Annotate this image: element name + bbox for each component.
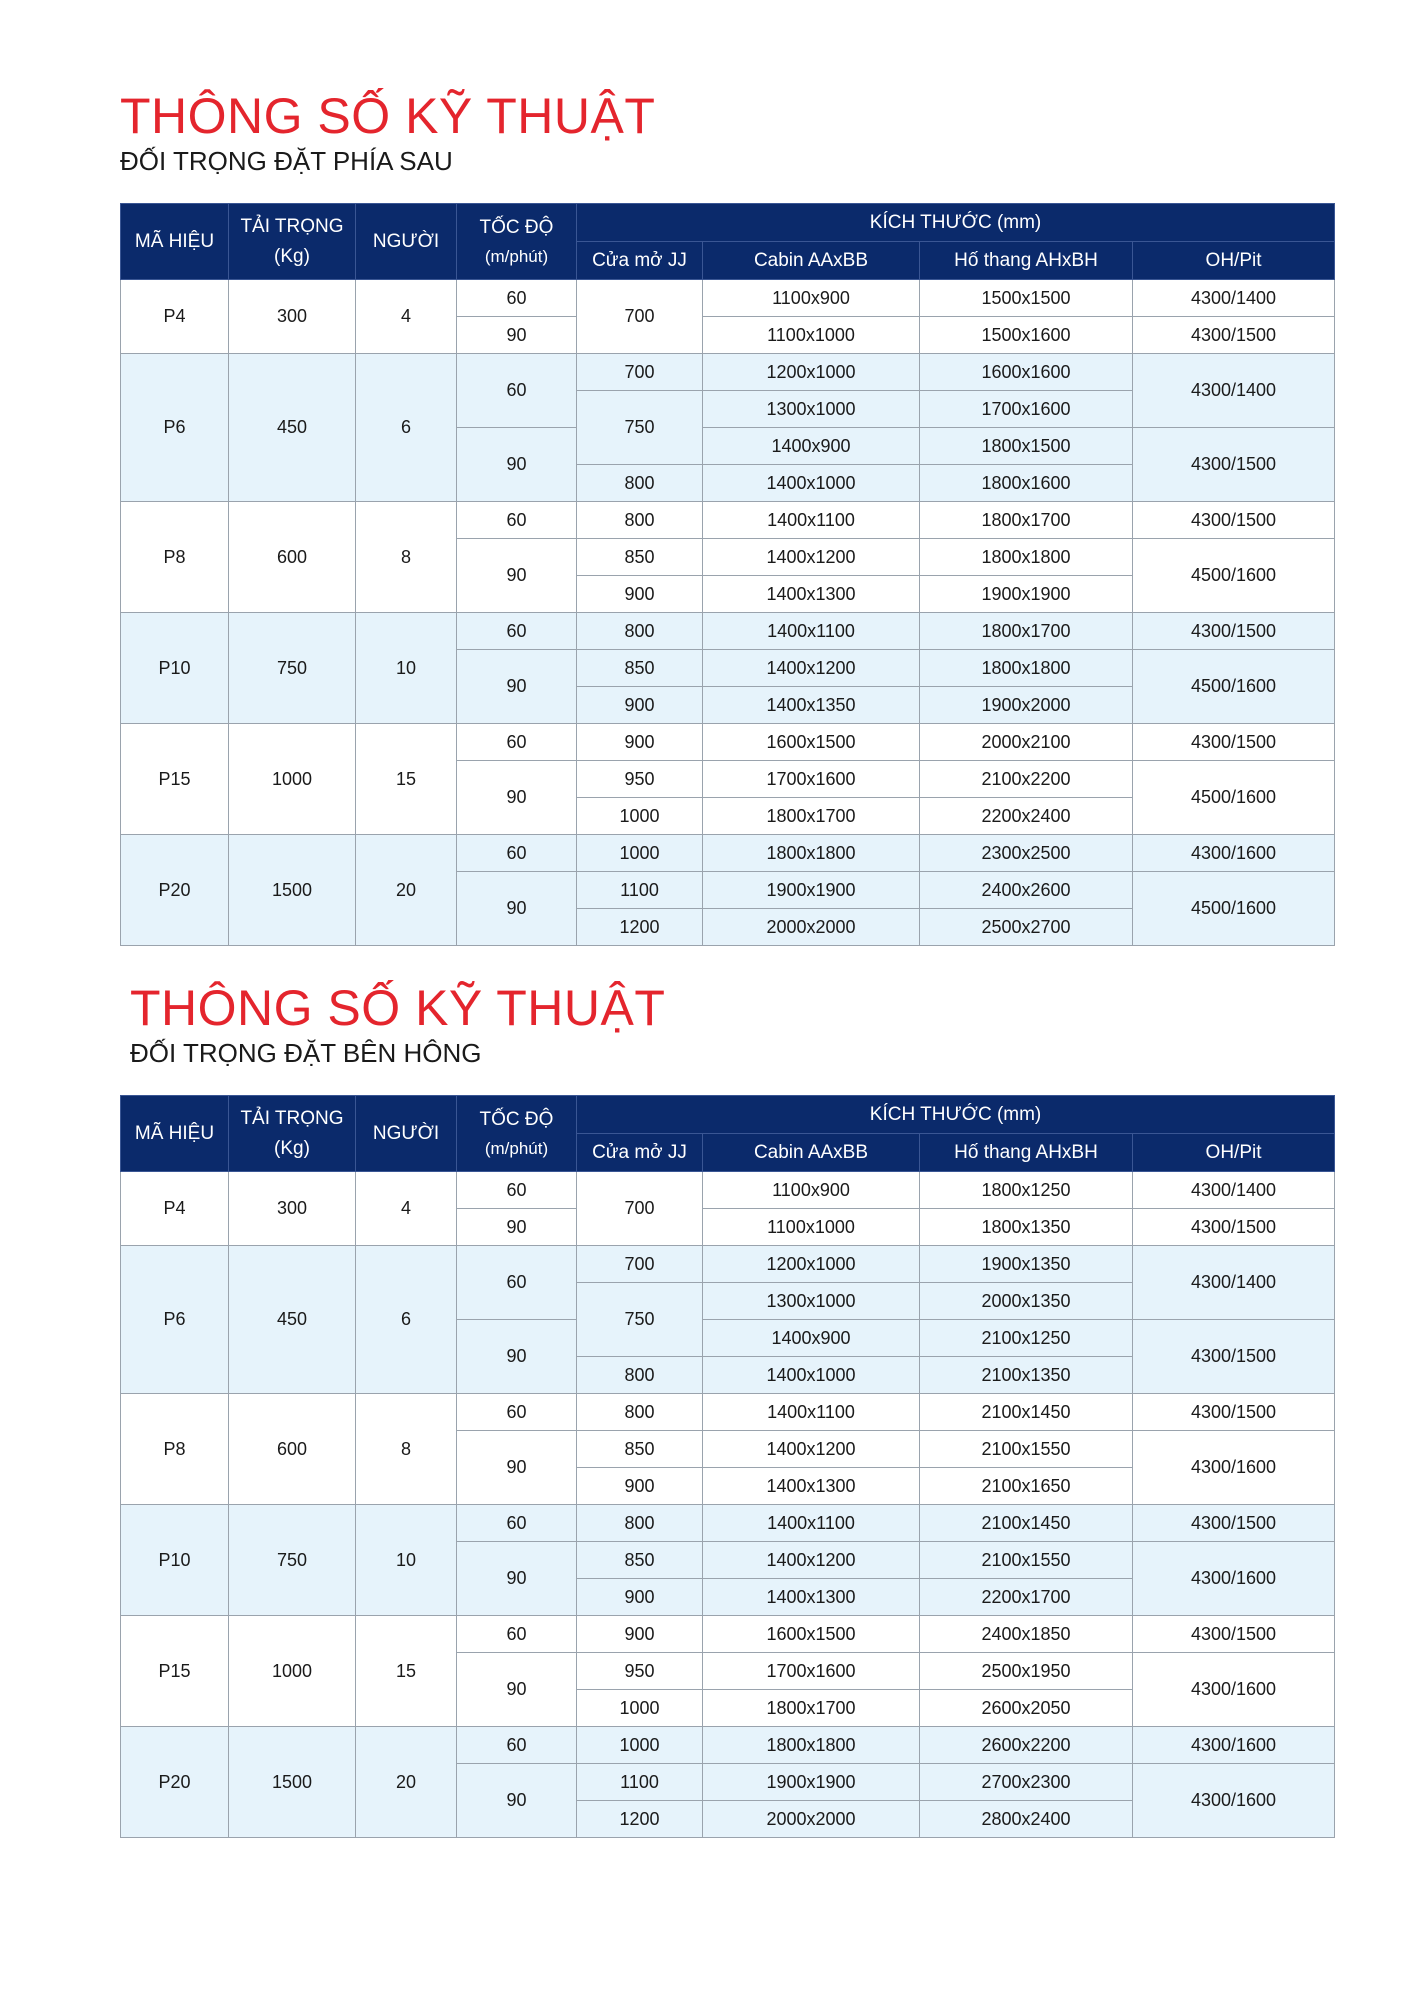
shaft-cell: 2500x2700 [920,909,1133,946]
table-row [121,1616,1335,1653]
shaft-cell: 2100x1350 [920,1357,1133,1394]
cabin-cell: 1400x1200 [703,1431,920,1468]
ohpit-cell: 4300/1600 [1133,1653,1335,1727]
ohpit-cell: 4300/1500 [1133,1616,1335,1653]
ohpit-cell: 4500/1600 [1133,650,1335,724]
table-row [121,1246,1335,1283]
load-cell: 750 [229,1505,356,1616]
shaft-cell: 2100x1250 [920,1320,1133,1357]
load-cell: 450 [229,1246,356,1394]
header-shaft: Hố thang AHxBH [920,242,1133,280]
table-row [121,724,1335,761]
table-row [121,502,1335,539]
shaft-cell: 1600x1600 [920,354,1133,391]
cabin-cell: 1400x1200 [703,1542,920,1579]
cabin-cell: 2000x2000 [703,909,920,946]
speed-cell: 60 [457,613,577,650]
table-row [121,1172,1335,1209]
cabin-cell: 1400x1300 [703,1468,920,1505]
door-cell: 800 [577,1357,703,1394]
ohpit-cell: 4300/1500 [1133,428,1335,502]
load-cell: 600 [229,502,356,613]
ohpit-cell: 4300/1500 [1133,317,1335,354]
cabin-cell: 1100x900 [703,1172,920,1209]
speed-cell: 60 [457,354,577,428]
shaft-cell: 1800x1600 [920,465,1133,502]
door-cell: 1200 [577,909,703,946]
load-cell: 300 [229,280,356,354]
speed-cell: 60 [457,1616,577,1653]
cabin-cell: 1200x1000 [703,354,920,391]
cabin-cell: 1200x1000 [703,1246,920,1283]
shaft-cell: 2600x2200 [920,1727,1133,1764]
shaft-cell: 1800x1700 [920,502,1133,539]
cabin-cell: 1800x1800 [703,1727,920,1764]
cabin-cell: 1100x1000 [703,1209,920,1246]
header-load [229,204,356,280]
ohpit-cell: 4300/1500 [1133,502,1335,539]
persons-cell: 20 [356,1727,457,1838]
persons-cell: 6 [356,1246,457,1394]
door-cell: 850 [577,1542,703,1579]
shaft-cell: 2100x1450 [920,1505,1133,1542]
door-cell: 850 [577,1431,703,1468]
spec-section-rear [120,88,1334,937]
model-cell: P4 [121,280,229,354]
header-ohpit: OH/Pit [1133,242,1335,280]
speed-cell: 60 [457,1394,577,1431]
door-cell: 850 [577,539,703,576]
model-group-p8 [121,502,1335,613]
model-group-p4 [121,1172,1335,1246]
header-door: Cửa mở JJ [577,242,703,280]
load-cell: 300 [229,1172,356,1246]
spec-section-side [120,980,1334,1829]
shaft-cell: 1800x1500 [920,428,1133,465]
persons-cell: 4 [356,1172,457,1246]
shaft-cell: 1500x1600 [920,317,1133,354]
speed-cell: 90 [457,539,577,613]
cabin-cell: 1400x1300 [703,576,920,613]
shaft-cell: 1900x1350 [920,1246,1133,1283]
model-cell: P8 [121,502,229,613]
ohpit-cell: 4300/1600 [1133,1542,1335,1616]
cabin-cell: 1400x900 [703,1320,920,1357]
ohpit-cell: 4300/1500 [1133,1394,1335,1431]
speed-cell: 90 [457,317,577,354]
model-cell: P15 [121,1616,229,1727]
header-dimensions: KÍCH THƯỚC (mm) [577,1096,1335,1134]
door-cell: 700 [577,1246,703,1283]
door-cell: 1200 [577,1801,703,1838]
speed-cell: 90 [457,1320,577,1394]
load-cell: 1000 [229,1616,356,1727]
model-group-p10 [121,613,1335,724]
cabin-cell: 1400x1100 [703,1394,920,1431]
door-cell: 1000 [577,1727,703,1764]
model-cell: P15 [121,724,229,835]
cabin-cell: 2000x2000 [703,1801,920,1838]
shaft-cell: 2100x1550 [920,1542,1133,1579]
ohpit-cell: 4300/1500 [1133,1320,1335,1394]
model-group-p15 [121,724,1335,835]
header-shaft: Hố thang AHxBH [920,1134,1133,1172]
shaft-cell: 2200x2400 [920,798,1133,835]
cabin-cell: 1800x1700 [703,798,920,835]
model-cell: P8 [121,1394,229,1505]
model-group-p8 [121,1394,1335,1505]
door-cell: 900 [577,576,703,613]
header-dimensions: KÍCH THƯỚC (mm) [577,204,1335,242]
speed-cell: 60 [457,1172,577,1209]
model-group-p10 [121,1505,1335,1616]
cabin-cell: 1800x1800 [703,835,920,872]
shaft-cell: 1900x1900 [920,576,1133,613]
speed-cell: 90 [457,1764,577,1838]
header-speed-label: TỐC ĐỘ [479,216,554,238]
shaft-cell: 1900x2000 [920,687,1133,724]
cabin-cell: 1400x1100 [703,502,920,539]
shaft-cell: 2100x1550 [920,1431,1133,1468]
header-door: Cửa mở JJ [577,1134,703,1172]
ohpit-cell: 4500/1600 [1133,539,1335,613]
cabin-cell: 1900x1900 [703,872,920,909]
cabin-cell: 1600x1500 [703,1616,920,1653]
cabin-cell: 1400x1200 [703,650,920,687]
ohpit-cell: 4300/1500 [1133,724,1335,761]
cabin-cell: 1600x1500 [703,724,920,761]
header-speed-label: TỐC ĐỘ [479,1108,554,1130]
model-cell: P4 [121,1172,229,1246]
speed-cell: 60 [457,1246,577,1320]
speed-cell: 90 [457,872,577,946]
shaft-cell: 1800x1800 [920,539,1133,576]
persons-cell: 15 [356,1616,457,1727]
model-group-p4 [121,280,1335,354]
door-cell: 1100 [577,872,703,909]
shaft-cell: 2300x2500 [920,835,1133,872]
door-cell: 950 [577,761,703,798]
ohpit-cell: 4300/1400 [1133,1246,1335,1320]
shaft-cell: 1700x1600 [920,391,1133,428]
speed-cell: 90 [457,428,577,502]
shaft-cell: 2400x1850 [920,1616,1133,1653]
door-cell: 800 [577,502,703,539]
ohpit-cell: 4300/1600 [1133,1764,1335,1838]
model-group-p20 [121,1727,1335,1838]
cabin-cell: 1300x1000 [703,391,920,428]
cabin-cell: 1400x1350 [703,687,920,724]
persons-cell: 20 [356,835,457,946]
cabin-cell: 1400x1000 [703,1357,920,1394]
door-cell: 750 [577,1283,703,1357]
ohpit-cell: 4300/1400 [1133,280,1335,317]
header-model: MÃ HIỆU [121,204,229,280]
speed-cell: 90 [457,1209,577,1246]
header-load-label: TẢI TRỌNG [240,1107,344,1129]
persons-cell: 8 [356,1394,457,1505]
persons-cell: 15 [356,724,457,835]
ohpit-cell: 4300/1600 [1133,1727,1335,1764]
cabin-cell: 1100x1000 [703,317,920,354]
table-row [121,354,1335,391]
header-load-label: TẢI TRỌNG [240,215,344,237]
shaft-cell: 2200x1700 [920,1579,1133,1616]
section-subtitle: ĐỐI TRỌNG ĐẶT PHÍA SAU [120,146,453,176]
door-cell: 700 [577,354,703,391]
table-row [121,613,1335,650]
door-cell: 900 [577,1468,703,1505]
cabin-cell: 1400x1100 [703,613,920,650]
shaft-cell: 2100x1650 [920,1468,1133,1505]
model-group-p20 [121,835,1335,946]
header-ohpit: OH/Pit [1133,1134,1335,1172]
header-speed-unit: (m/phút) [484,246,549,266]
model-group-p6 [121,1246,1335,1394]
persons-cell: 10 [356,1505,457,1616]
model-cell: P6 [121,354,229,502]
door-cell: 750 [577,391,703,465]
door-cell: 850 [577,650,703,687]
header-model: MÃ HIỆU [121,1096,229,1172]
speed-cell: 60 [457,1727,577,1764]
table-row [121,835,1335,872]
cabin-cell: 1900x1900 [703,1764,920,1801]
speed-cell: 60 [457,724,577,761]
cabin-cell: 1800x1700 [703,1690,920,1727]
shaft-cell: 1800x1350 [920,1209,1133,1246]
door-cell: 800 [577,1505,703,1542]
door-cell: 1000 [577,798,703,835]
cabin-cell: 1300x1000 [703,1283,920,1320]
door-cell: 900 [577,687,703,724]
cabin-cell: 1700x1600 [703,1653,920,1690]
model-cell: P20 [121,1727,229,1838]
header-persons: NGƯỜI [356,204,457,280]
door-cell: 800 [577,1394,703,1431]
header-speed [457,204,577,280]
door-cell: 900 [577,724,703,761]
door-cell: 700 [577,280,703,354]
ohpit-cell: 4300/1600 [1133,835,1335,872]
shaft-cell: 2400x2600 [920,872,1133,909]
cabin-cell: 1400x900 [703,428,920,465]
door-cell: 950 [577,1653,703,1690]
shaft-cell: 1500x1500 [920,280,1133,317]
header-load [229,1096,356,1172]
door-cell: 900 [577,1616,703,1653]
table-row [121,1505,1335,1542]
persons-cell: 6 [356,354,457,502]
header-load-unit: (Kg) [274,1137,310,1159]
model-cell: P10 [121,1505,229,1616]
door-cell: 800 [577,613,703,650]
cabin-cell: 1700x1600 [703,761,920,798]
shaft-cell: 2100x1450 [920,1394,1133,1431]
spec-table-rear [120,203,1335,946]
shaft-cell: 2600x2050 [920,1690,1133,1727]
speed-cell: 90 [457,650,577,724]
load-cell: 450 [229,354,356,502]
door-cell: 1000 [577,835,703,872]
model-cell: P20 [121,835,229,946]
speed-cell: 60 [457,502,577,539]
ohpit-cell: 4500/1600 [1133,761,1335,835]
model-cell: P6 [121,1246,229,1394]
door-cell: 900 [577,1579,703,1616]
shaft-cell: 1800x1250 [920,1172,1133,1209]
shaft-cell: 2100x2200 [920,761,1133,798]
section-subtitle: ĐỐI TRỌNG ĐẶT BÊN HÔNG [130,1038,482,1068]
load-cell: 1000 [229,724,356,835]
ohpit-cell: 4300/1600 [1133,1431,1335,1505]
door-cell: 800 [577,465,703,502]
load-cell: 600 [229,1394,356,1505]
persons-cell: 4 [356,280,457,354]
table-row [121,1727,1335,1764]
speed-cell: 60 [457,280,577,317]
persons-cell: 8 [356,502,457,613]
spec-table-side [120,1095,1335,1838]
table-row [121,1394,1335,1431]
speed-cell: 90 [457,1431,577,1505]
speed-cell: 90 [457,761,577,835]
cabin-cell: 1400x1000 [703,465,920,502]
shaft-cell: 2000x1350 [920,1283,1133,1320]
cabin-cell: 1100x900 [703,280,920,317]
door-cell: 1100 [577,1764,703,1801]
speed-cell: 60 [457,835,577,872]
ohpit-cell: 4300/1400 [1133,354,1335,428]
header-load-unit: (Kg) [274,245,310,267]
speed-cell: 90 [457,1542,577,1616]
load-cell: 750 [229,613,356,724]
table-row [121,280,1335,317]
ohpit-cell: 4300/1500 [1133,613,1335,650]
header-cabin: Cabin AAxBB [703,242,920,280]
ohpit-cell: 4300/1500 [1133,1209,1335,1246]
header-cabin: Cabin AAxBB [703,1134,920,1172]
model-cell: P10 [121,613,229,724]
cabin-cell: 1400x1100 [703,1505,920,1542]
ohpit-cell: 4300/1500 [1133,1505,1335,1542]
load-cell: 1500 [229,835,356,946]
load-cell: 1500 [229,1727,356,1838]
persons-cell: 10 [356,613,457,724]
section-title: THÔNG SỐ KỸ THUẬT [120,88,656,144]
section-title: THÔNG SỐ KỸ THUẬT [130,980,666,1036]
shaft-cell: 1800x1700 [920,613,1133,650]
header-persons: NGƯỜI [356,1096,457,1172]
ohpit-cell: 4300/1400 [1133,1172,1335,1209]
header-speed [457,1096,577,1172]
model-group-p6 [121,354,1335,502]
shaft-cell: 2700x2300 [920,1764,1133,1801]
ohpit-cell: 4500/1600 [1133,872,1335,946]
door-cell: 700 [577,1172,703,1246]
shaft-cell: 2000x2100 [920,724,1133,761]
header-speed-unit: (m/phút) [484,1138,549,1158]
speed-cell: 60 [457,1505,577,1542]
cabin-cell: 1400x1300 [703,1579,920,1616]
shaft-cell: 1800x1800 [920,650,1133,687]
model-group-p15 [121,1616,1335,1727]
speed-cell: 90 [457,1653,577,1727]
cabin-cell: 1400x1200 [703,539,920,576]
shaft-cell: 2800x2400 [920,1801,1133,1838]
door-cell: 1000 [577,1690,703,1727]
shaft-cell: 2500x1950 [920,1653,1133,1690]
